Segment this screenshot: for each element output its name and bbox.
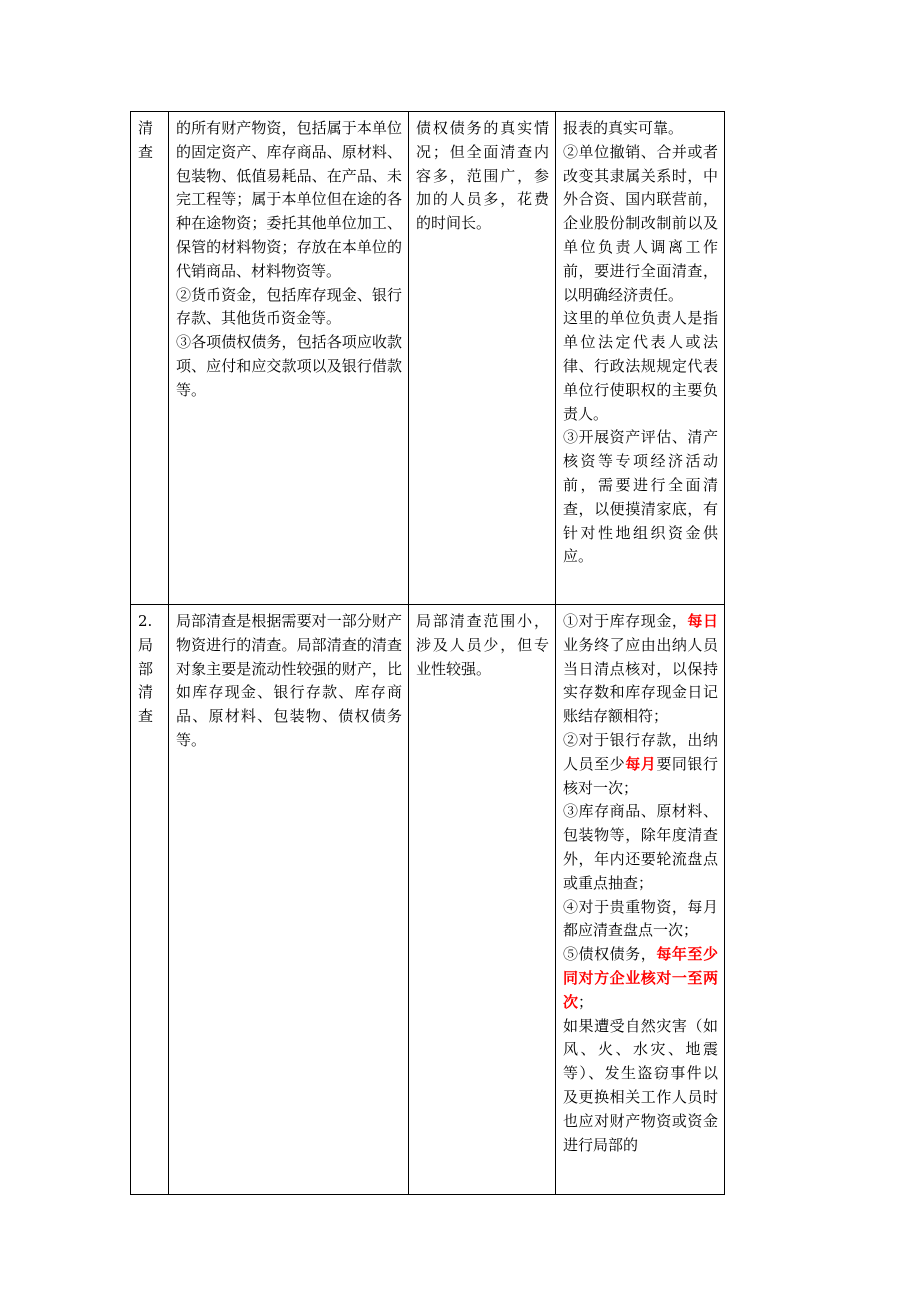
highlight-text: 每日	[687, 612, 718, 630]
paragraph: 局部清查范围小，涉及人员少，但专业性较强。	[416, 612, 549, 678]
category-cell: 清查	[131, 112, 169, 605]
paragraph: 如果遭受自然灾害（如风、火、水灾、地震等）、发生盗窃事件以及更换相关工作人员时也应对财产物资或资金进行局部的	[563, 1016, 718, 1154]
paragraph: ③各项债权债务，包括各项应收款项、应付和应交款项以及银行借款等。	[176, 333, 402, 399]
paragraph	[563, 943, 718, 1014]
situation-cell	[556, 112, 725, 605]
feature-cell	[409, 605, 556, 1195]
category-cell: 2.局部清查	[131, 605, 169, 1195]
text-run: 业务终了应由出纳人员当日清点核对，以保持实存数和库存现金日记账结存额相符；	[563, 635, 718, 726]
table-row	[131, 605, 725, 1195]
text-run: 要同银行核对一次；	[563, 754, 718, 797]
paragraph: ②单位撤销、合并或者改变其隶属关系时，中外合资、国内联营前，企业股份制改制前以及单位负责人调离工作前，要进行全面清查，以明确经济责任。	[563, 142, 718, 304]
paragraph: 债权债务的真实情况；但全面清查内容多，范围广，参加的人员多，花费的时间长。	[416, 119, 549, 233]
text-run: ①对于库存现金，	[563, 612, 688, 630]
highlight-text: 每年至少同对方企业核对一至两次	[563, 945, 718, 1011]
text-run: ②对于银行存款，出纳人员至少	[563, 730, 718, 773]
paragraph: 的所有财产物资，包括属于本单位的固定资产、库存商品、原材料、包装物、低值易耗品、在产品、未完工程等；属于本单位但在途的各种在途物资；委托其他单位加工、保管的材料物资；存放在本单位的代销商品、材料物资等。	[176, 119, 402, 280]
feature-cell	[409, 112, 556, 605]
paragraph: ④对于贵重物资，每月都应清查盘点一次；	[563, 897, 718, 940]
content-table	[130, 111, 725, 1195]
paragraph: ③库存商品、原材料、包装物等，除年度清查外，年内还要轮流盘点或重点抽查；	[563, 802, 718, 892]
scope-cell	[169, 112, 409, 605]
paragraph: 这里的单位负责人是指单位法定代表人或法律、行政法规规定代表单位行使职权的主要负责人。	[563, 309, 718, 423]
paragraph: ②货币资金，包括库存现金、银行存款、其他货币资金等。	[176, 285, 402, 328]
paragraph: 报表的真实可靠。	[563, 119, 684, 137]
highlight-text: 每月	[625, 754, 657, 773]
paragraph: 局部清查是根据需要对一部分财产物资进行的清查。局部清查的清查对象主要是流动性较强的财产，比如库存现金、银行存款、库存商品、原材料、包装物、债权债务等。	[176, 612, 402, 749]
paragraph	[563, 729, 718, 800]
paragraph: ③开展资产评估、清产核资等专项经济活动前，需要进行全面清查，以便摸清家底，有针对性地组织资金供应。	[563, 428, 718, 566]
text-run: ；	[578, 992, 594, 1011]
text-run: ⑤债权债务，	[563, 945, 657, 964]
paragraph	[563, 610, 718, 729]
table-row	[131, 112, 725, 605]
scope-cell	[169, 605, 409, 1195]
situation-cell	[556, 605, 725, 1195]
